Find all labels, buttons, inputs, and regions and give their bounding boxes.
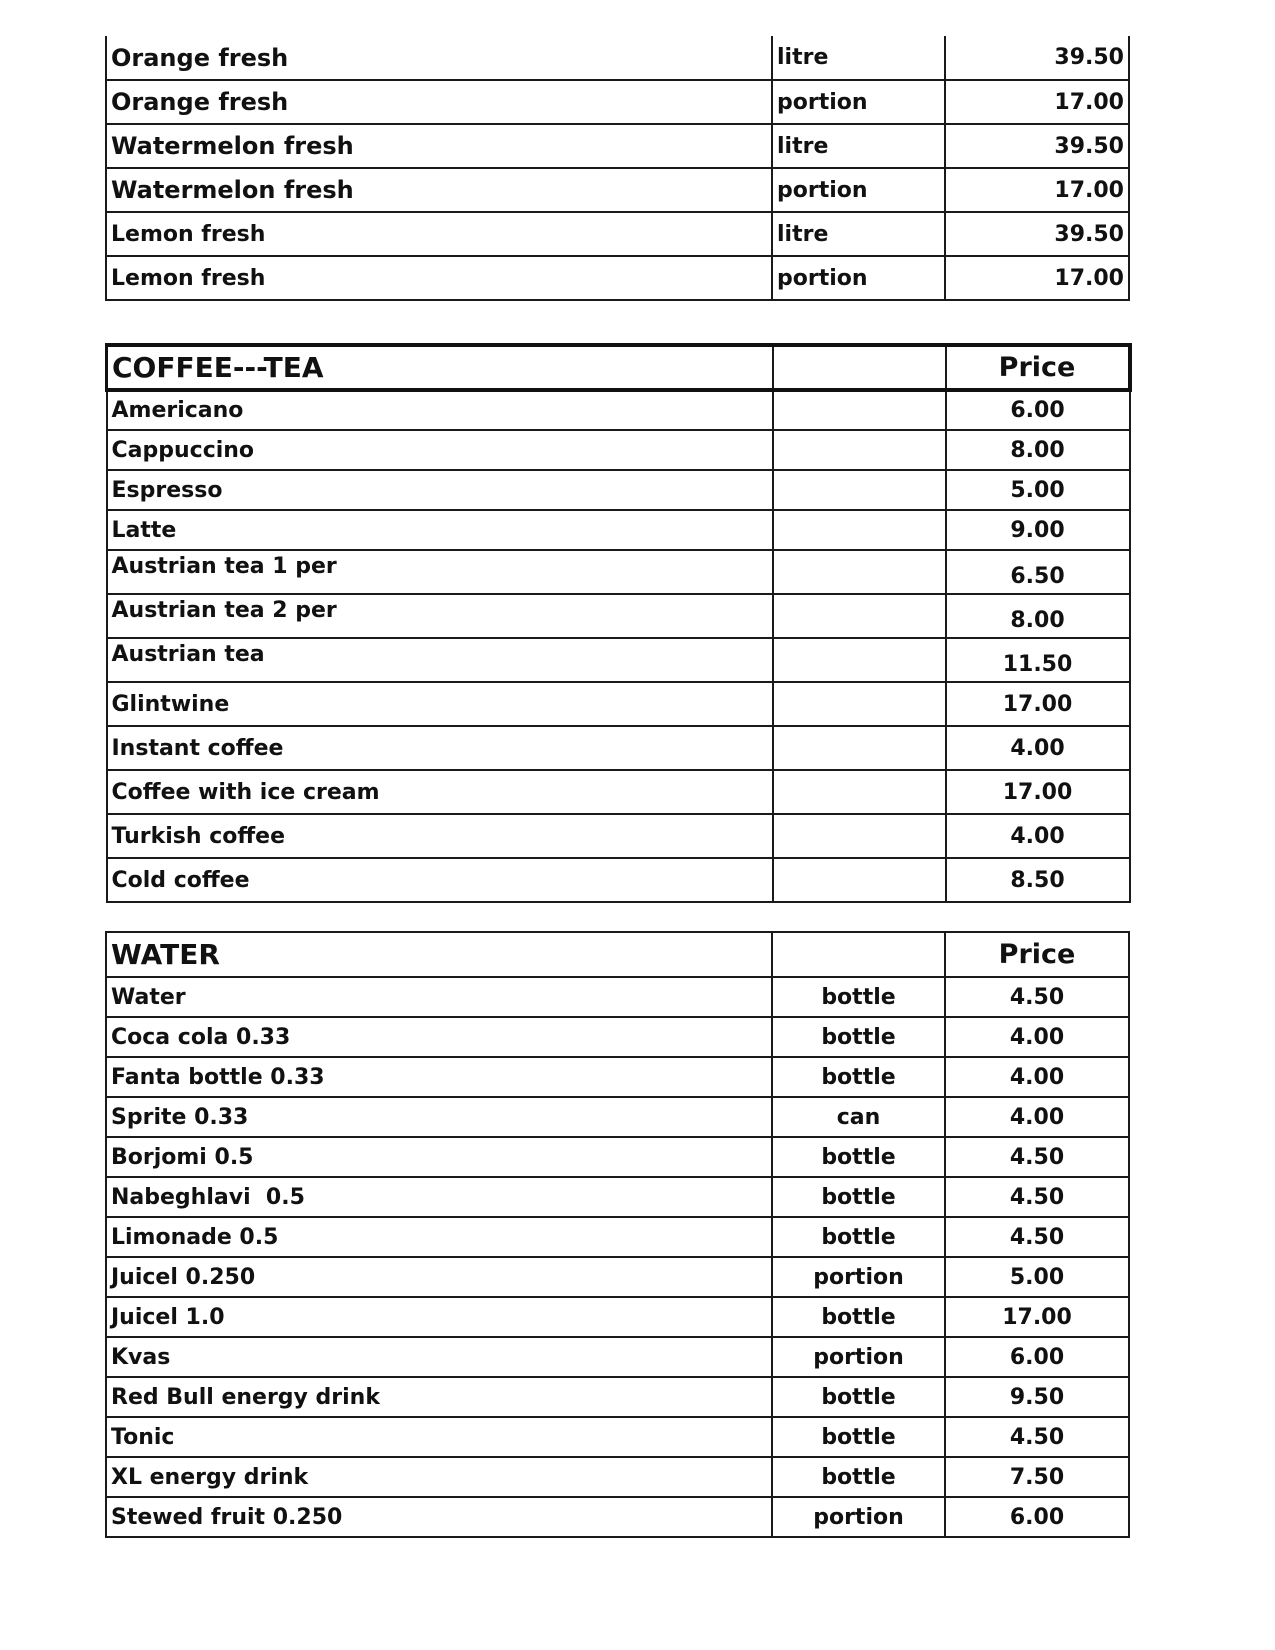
item-unit: [773, 726, 946, 770]
table-row: [106, 1497, 1129, 1537]
table-row: [107, 390, 1130, 430]
item-name: Instant coffee: [107, 726, 773, 770]
table-row: [107, 430, 1130, 470]
item-unit: [773, 390, 946, 430]
table-row: [106, 256, 1129, 300]
item-name: Nabeghlavi 0.5: [106, 1177, 772, 1217]
item-unit: bottle: [772, 977, 945, 1017]
item-name: Tonic: [106, 1417, 772, 1457]
table-row: [106, 1457, 1129, 1497]
item-unit: litre: [772, 212, 945, 256]
item-unit: bottle: [772, 1297, 945, 1337]
item-unit: [773, 814, 946, 858]
table-row: [106, 1057, 1129, 1097]
item-name: Watermelon fresh: [106, 124, 772, 168]
item-unit: portion: [772, 168, 945, 212]
item-name: Red Bull energy drink: [106, 1377, 772, 1417]
item-unit: [773, 510, 946, 550]
section-title: WATER: [106, 932, 772, 977]
item-price: 6.00: [945, 1337, 1129, 1377]
item-price: 6.00: [945, 1497, 1129, 1537]
item-price: 4.50: [945, 977, 1129, 1017]
table-row: [106, 80, 1129, 124]
item-unit: portion: [772, 1497, 945, 1537]
item-price: 17.00: [945, 80, 1129, 124]
item-unit: [773, 638, 946, 682]
item-price: 17.00: [945, 256, 1129, 300]
item-price: 5.00: [946, 470, 1130, 510]
table-row: [106, 1097, 1129, 1137]
item-unit: bottle: [772, 1217, 945, 1257]
item-price: 17.00: [945, 1297, 1129, 1337]
section-header: [107, 345, 1130, 390]
table-row: [107, 726, 1130, 770]
item-price: 4.50: [945, 1417, 1129, 1457]
item-name: Juicel 0.250: [106, 1257, 772, 1297]
table-row: [106, 212, 1129, 256]
item-price: 5.00: [945, 1257, 1129, 1297]
item-unit: [773, 430, 946, 470]
item-name: Fanta bottle 0.33: [106, 1057, 772, 1097]
item-name: Lemon fresh: [106, 256, 772, 300]
item-price: 17.00: [945, 168, 1129, 212]
item-unit: bottle: [772, 1137, 945, 1177]
item-unit: bottle: [772, 1417, 945, 1457]
item-price: 17.00: [946, 770, 1130, 814]
item-price: 6.50: [946, 550, 1130, 594]
item-price: 39.50: [945, 124, 1129, 168]
table-row: [107, 550, 1130, 594]
item-name: Borjomi 0.5: [106, 1137, 772, 1177]
table-row: [106, 1017, 1129, 1057]
item-name: Water: [106, 977, 772, 1017]
table-row: [107, 682, 1130, 726]
table-row: [107, 594, 1130, 638]
item-name: Turkish coffee: [107, 814, 773, 858]
table-row: [107, 770, 1130, 814]
item-name: Juicel 1.0: [106, 1297, 772, 1337]
item-unit: bottle: [772, 1017, 945, 1057]
item-unit: can: [772, 1097, 945, 1137]
item-price: 6.00: [946, 390, 1130, 430]
item-price: 4.00: [945, 1057, 1129, 1097]
table-row: [107, 510, 1130, 550]
item-unit: portion: [772, 1337, 945, 1377]
item-name: Orange fresh: [106, 36, 772, 80]
item-price: 7.50: [945, 1457, 1129, 1497]
item-unit: [773, 682, 946, 726]
unit-header: [773, 345, 946, 390]
item-price: 11.50: [946, 638, 1130, 682]
item-unit: litre: [772, 36, 945, 80]
item-unit: bottle: [772, 1457, 945, 1497]
item-name: Espresso: [107, 470, 773, 510]
item-price: 4.50: [945, 1217, 1129, 1257]
item-unit: bottle: [772, 1377, 945, 1417]
item-price: 4.00: [945, 1017, 1129, 1057]
item-name: Limonade 0.5: [106, 1217, 772, 1257]
table-row: [106, 124, 1129, 168]
item-price: 17.00: [946, 682, 1130, 726]
item-price: 39.50: [945, 36, 1129, 80]
item-name: Stewed fruit 0.250: [106, 1497, 772, 1537]
table-row: [106, 1417, 1129, 1457]
item-name: XL energy drink: [106, 1457, 772, 1497]
item-unit: [773, 858, 946, 902]
item-name: Orange fresh: [106, 80, 772, 124]
item-price: 4.00: [945, 1097, 1129, 1137]
table-row: [107, 638, 1130, 682]
item-unit: portion: [772, 256, 945, 300]
item-unit: [773, 594, 946, 638]
item-name: Glintwine: [107, 682, 773, 726]
item-price: 8.50: [946, 858, 1130, 902]
item-unit: bottle: [772, 1177, 945, 1217]
item-price: 8.00: [946, 430, 1130, 470]
table-row: [106, 1137, 1129, 1177]
item-name: Coffee with ice cream: [107, 770, 773, 814]
water-table: [105, 931, 1130, 1538]
item-price: 39.50: [945, 212, 1129, 256]
item-price: 4.50: [945, 1177, 1129, 1217]
table-row: [107, 858, 1130, 902]
table-row: [106, 168, 1129, 212]
table-row: [106, 1377, 1129, 1417]
table-row: [106, 1297, 1129, 1337]
table-row: [106, 1257, 1129, 1297]
table-row: [107, 814, 1130, 858]
table-row: [107, 470, 1130, 510]
item-name: Austrian tea: [107, 638, 773, 682]
item-name: Kvas: [106, 1337, 772, 1377]
item-name: Cold coffee: [107, 858, 773, 902]
item-name: Coca cola 0.33: [106, 1017, 772, 1057]
item-name: Lemon fresh: [106, 212, 772, 256]
table-row: [106, 1337, 1129, 1377]
item-price: 4.00: [946, 814, 1130, 858]
item-unit: bottle: [772, 1057, 945, 1097]
item-unit: [773, 470, 946, 510]
item-name: Latte: [107, 510, 773, 550]
item-price: 8.00: [946, 594, 1130, 638]
item-name: Americano: [107, 390, 773, 430]
item-price: 9.50: [945, 1377, 1129, 1417]
item-price: 4.00: [946, 726, 1130, 770]
price-header: Price: [946, 345, 1130, 390]
item-name: Sprite 0.33: [106, 1097, 772, 1137]
item-unit: litre: [772, 124, 945, 168]
fresh-juice-table: [105, 36, 1130, 301]
item-unit: portion: [772, 1257, 945, 1297]
item-name: Cappuccino: [107, 430, 773, 470]
table-row: [106, 1217, 1129, 1257]
price-header: Price: [945, 932, 1129, 977]
section-title: COFFEE---TEA: [107, 345, 773, 390]
item-price: 4.50: [945, 1137, 1129, 1177]
coffee-tea-table: [105, 343, 1132, 903]
item-unit: [773, 550, 946, 594]
section-header: [106, 932, 1129, 977]
item-name: Austrian tea 1 per: [107, 550, 773, 594]
table-row: [106, 36, 1129, 80]
table-row: [106, 977, 1129, 1017]
unit-header: [772, 932, 945, 977]
item-unit: portion: [772, 80, 945, 124]
item-name: Austrian tea 2 per: [107, 594, 773, 638]
item-unit: [773, 770, 946, 814]
table-row: [106, 1177, 1129, 1217]
item-price: 9.00: [946, 510, 1130, 550]
item-name: Watermelon fresh: [106, 168, 772, 212]
